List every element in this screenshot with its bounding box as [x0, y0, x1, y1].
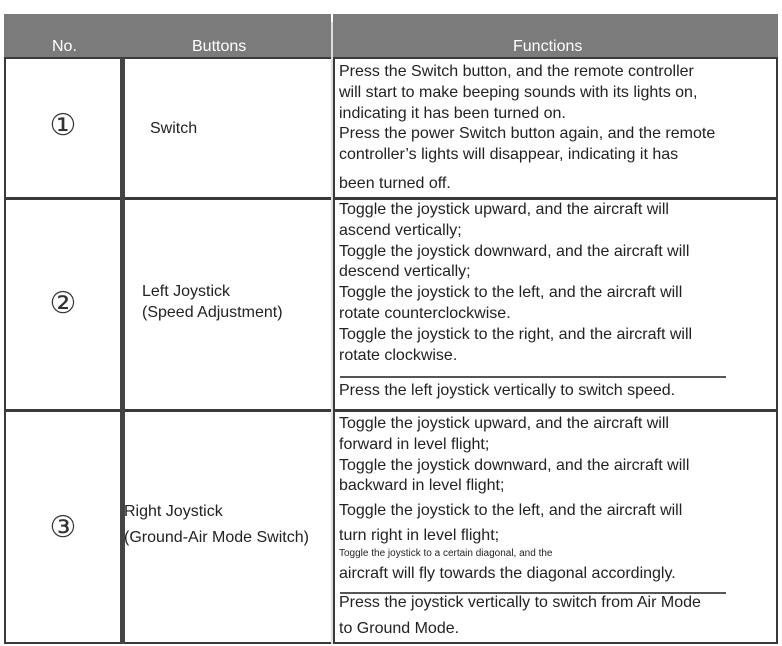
row-number: ①: [49, 109, 77, 142]
function-text: Press the Switch button, and the remote controller will start to make beeping sounds with its lights on, indicating it has been turned on. Press the power Switch button again, and the remote controller’s lights will disappear, indicating it has been turned off.: [339, 63, 716, 192]
header-functions: Functions: [513, 38, 583, 55]
table-header: [4, 14, 331, 58]
function-text: Toggle the joystick upward, and the aircraft will forward in level flight; Toggle the joystick downward, and the aircraft will backward in level flight; Toggle the joystick to the left, and the aircraft will turn right in level flight; Toggle the joystick to a certain diagonal, and the aircraft will fly towards the diagonal accordingly. Press the joystick vertically to switch from Air Mode to Ground Mode.: [339, 415, 701, 638]
column-divider: [333, 58, 335, 644]
row-number: ②: [49, 287, 77, 320]
button-subtitle: (Speed Adjustment): [142, 304, 283, 321]
button-name: Left Joystick: [142, 283, 231, 300]
table-header-functions: [333, 14, 778, 58]
button-subtitle: (Ground-Air Mode Switch): [124, 529, 309, 546]
button-name: Right Joystick: [124, 503, 223, 520]
divider-line: [340, 592, 726, 594]
functions-table: [4, 14, 778, 644]
row-number: ③: [49, 511, 77, 544]
divider-line: [340, 376, 726, 378]
button-name: Switch: [150, 120, 198, 137]
header-no: No.: [52, 38, 77, 55]
header-buttons: Buttons: [192, 38, 247, 55]
column-divider: [120, 58, 125, 644]
column-divider: [4, 58, 6, 644]
function-text: Toggle the joystick upward, and the aircraft will ascend vertically; Toggle the joystick downward, and the aircraft will descend vertically; Toggle the joystick to the left, and the aircraft will rotate counterclockwise. Toggle the joystick to the right, and the aircraft will rotate clockwise. Press the left joystick vertically to switch speed.: [339, 201, 693, 400]
